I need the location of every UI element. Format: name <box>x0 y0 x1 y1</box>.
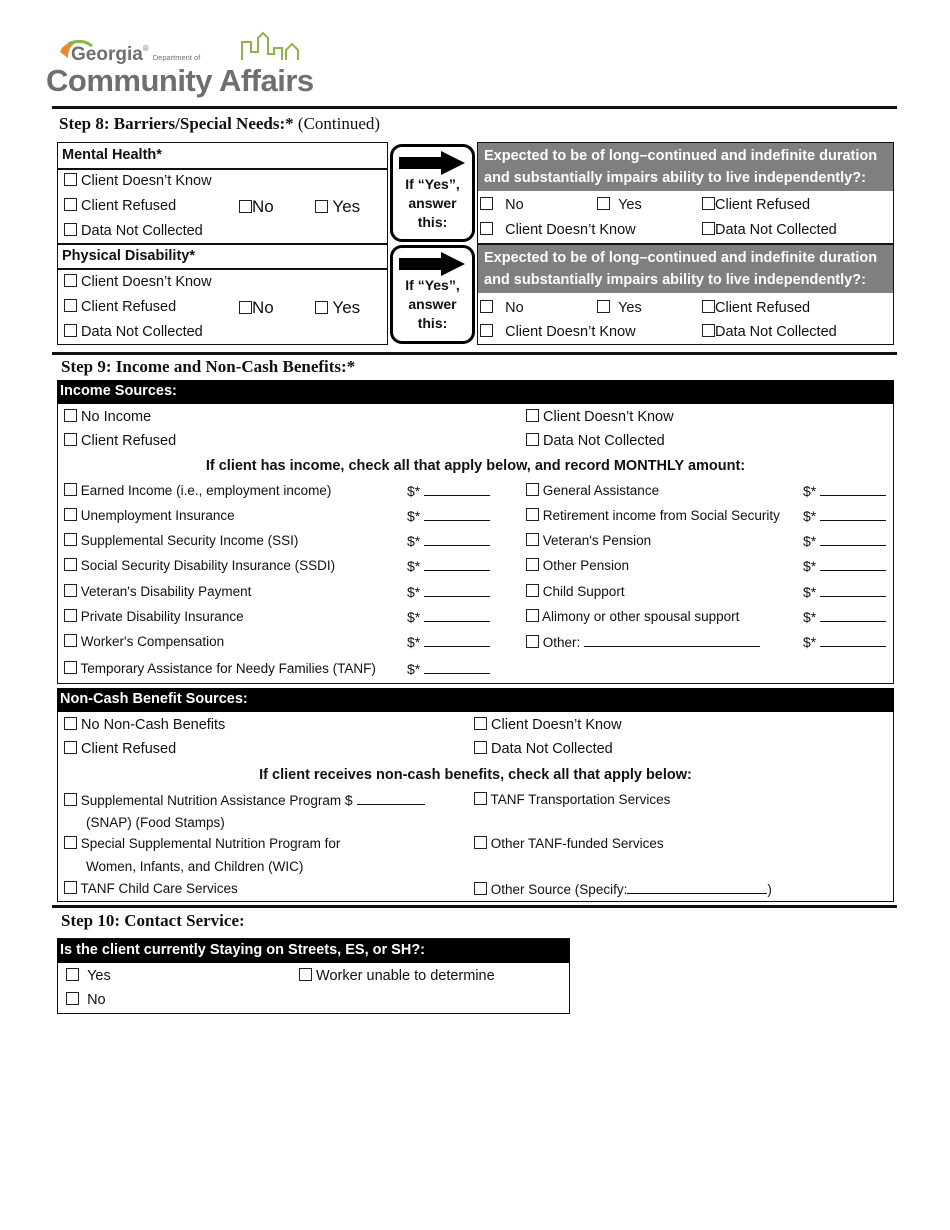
income-source-option[interactable] <box>526 508 780 523</box>
no-noncash-option[interactable] <box>64 717 225 733</box>
if-yes-line: this: <box>417 214 448 230</box>
checkbox[interactable] <box>526 483 539 496</box>
mh-not-collected-option[interactable] <box>64 223 203 239</box>
if-yes-arrow-box <box>390 144 475 242</box>
mh-sub-no-option[interactable] <box>480 197 524 213</box>
income-source-option[interactable] <box>64 609 244 624</box>
checkbox[interactable] <box>526 609 539 622</box>
amount-line <box>820 609 886 622</box>
option-label: Private Disability Insurance <box>80 609 244 624</box>
option-label: Unemployment Insurance <box>80 508 235 523</box>
checkbox[interactable] <box>64 533 77 546</box>
option-label: Client Doesn’t Know <box>81 173 212 189</box>
dollar-sign: $* <box>407 508 421 524</box>
checkbox[interactable] <box>64 584 77 597</box>
amount-line <box>424 584 490 597</box>
checkbox[interactable] <box>64 609 77 622</box>
snap-amount[interactable] <box>345 792 425 808</box>
right-arrow-icon <box>399 252 467 276</box>
specify-line[interactable] <box>627 881 767 894</box>
section-rule <box>52 352 897 355</box>
income-source-option[interactable] <box>526 533 651 548</box>
contact-no-option[interactable] <box>66 992 106 1008</box>
noncash-not-collected-option[interactable] <box>474 741 613 757</box>
option-label: Data Not Collected <box>715 222 837 238</box>
option-label: Data Not Collected <box>715 324 837 340</box>
divider <box>57 243 388 245</box>
option-label: Client Doesn’t Know <box>491 717 622 733</box>
checkbox[interactable] <box>64 409 77 422</box>
dollar-sign: $* <box>407 584 421 600</box>
mh-duration-question: Expected to be of long–continued and indefinite duration and substantially impairs ability to live independently?: <box>478 143 893 191</box>
option-label: Social Security Disability Insurance (SSDI) <box>80 558 336 573</box>
amount-line <box>424 558 490 571</box>
option-label: Client Doesn’t Know <box>505 324 636 340</box>
monthly-amount-field[interactable] <box>407 609 490 625</box>
pd-sub-yes-option[interactable] <box>597 300 642 316</box>
income-header: Income Sources: <box>57 380 894 404</box>
option-label: Earned Income (i.e., employment income) <box>80 483 332 498</box>
monthly-amount-field[interactable] <box>803 508 886 524</box>
contact-question: Is the client currently Staying on Streets, ES, or SH?: <box>57 939 570 963</box>
income-refused-option[interactable] <box>64 433 176 449</box>
dollar-sign: $* <box>803 508 817 524</box>
amount-line <box>424 533 490 546</box>
checkbox[interactable] <box>66 968 79 981</box>
option-label: Client Doesn’t Know <box>505 222 636 238</box>
snap-option[interactable] <box>64 792 425 808</box>
checkbox[interactable] <box>474 741 487 754</box>
step9-title: Step 9: Income and Non-Cash Benefits:* <box>61 357 356 376</box>
income-source-option[interactable] <box>64 634 224 649</box>
dollar-sign: $* <box>407 533 421 549</box>
checkbox[interactable] <box>64 558 77 571</box>
amount-line <box>357 792 425 805</box>
if-yes-line: this: <box>417 315 448 331</box>
checkbox[interactable] <box>64 299 77 312</box>
option-label: Client Refused <box>81 433 177 449</box>
dollar-sign: $* <box>407 661 421 677</box>
checkbox[interactable] <box>64 741 77 754</box>
option-label: No <box>87 992 106 1008</box>
dollar-sign: $* <box>407 634 421 650</box>
divider <box>57 168 388 170</box>
checkbox[interactable] <box>239 301 252 314</box>
checkbox[interactable] <box>64 634 77 647</box>
checkbox[interactable] <box>526 533 539 546</box>
dollar-sign: $* <box>803 634 817 650</box>
option-label: No <box>252 298 274 317</box>
option-label: Client Refused <box>81 198 177 214</box>
checkbox[interactable] <box>526 558 539 571</box>
amount-line <box>820 634 886 647</box>
amount-line <box>424 661 490 674</box>
physical-disability-label: Physical Disability* <box>62 248 195 264</box>
checkbox[interactable] <box>526 433 539 446</box>
checkbox[interactable] <box>702 197 715 210</box>
other-tanf-option[interactable] <box>474 836 664 851</box>
pd-duration-question: Expected to be of long–continued and indefinite duration and substantially impairs ability to live independently?: <box>478 245 893 293</box>
snap-label-line2: (SNAP) (Food Stamps) <box>86 815 225 830</box>
checkbox[interactable] <box>474 836 487 849</box>
if-yes-line: If “Yes”, <box>405 176 460 192</box>
mental-health-label: Mental Health* <box>62 147 162 163</box>
checkbox[interactable] <box>315 200 328 213</box>
income-source-option[interactable] <box>64 558 335 573</box>
option-label: Client Refused <box>81 741 177 757</box>
option-label: TANF Transportation Services <box>490 792 671 807</box>
step8-continued: (Continued) <box>297 114 381 133</box>
checkbox[interactable] <box>64 198 77 211</box>
option-label: Client Doesn’t Know <box>81 274 212 290</box>
wic-label-line2: Women, Infants, and Children (WIC) <box>86 859 304 874</box>
checkbox[interactable] <box>64 274 77 287</box>
checkbox[interactable] <box>64 324 77 337</box>
option-label: No <box>252 197 274 216</box>
income-source-option[interactable] <box>526 609 739 624</box>
checkbox[interactable] <box>702 324 715 337</box>
if-yes-line: answer <box>408 195 457 211</box>
no-income-option[interactable] <box>64 409 151 425</box>
option-label: Child Support <box>542 584 625 599</box>
amount-line <box>820 483 886 496</box>
option-label: Client Refused <box>81 299 177 315</box>
option-label: TANF Child Care Services <box>80 881 238 896</box>
checkbox[interactable] <box>64 793 77 806</box>
pd-sub-no-option[interactable] <box>480 300 524 316</box>
checkbox[interactable] <box>474 792 487 805</box>
checkbox[interactable] <box>526 508 539 521</box>
checkbox[interactable] <box>480 197 493 210</box>
dollar-sign: $ <box>344 792 353 808</box>
checkbox[interactable] <box>702 222 715 235</box>
checkbox[interactable] <box>64 508 77 521</box>
checkbox[interactable] <box>480 300 493 313</box>
option-label: Data Not Collected <box>81 324 203 340</box>
checkbox[interactable] <box>64 223 77 236</box>
pd-sub-not-collected-option[interactable] <box>702 324 837 340</box>
option-label: Yes <box>87 968 111 984</box>
option-label: Data Not Collected <box>81 223 203 239</box>
amount-line <box>820 558 886 571</box>
checkbox[interactable] <box>597 300 610 313</box>
option-label: General Assistance <box>542 483 660 498</box>
monthly-amount-field[interactable] <box>407 634 490 650</box>
checkbox[interactable] <box>526 409 539 422</box>
header-rule <box>52 106 897 109</box>
checkbox[interactable] <box>702 300 715 313</box>
option-label: No Income <box>81 409 152 425</box>
option-label: Yes <box>618 197 642 213</box>
monthly-amount-field[interactable] <box>407 533 490 549</box>
option-label: Yes <box>332 197 361 216</box>
mh-sub-not-collected-option[interactable] <box>702 222 837 238</box>
option-label: Data Not Collected <box>491 741 613 757</box>
if-yes-line: answer <box>408 296 457 312</box>
amount-line <box>820 508 886 521</box>
pd-yes-option[interactable] <box>315 298 360 318</box>
pd-dont-know-option[interactable] <box>64 274 212 290</box>
right-arrow-icon <box>399 151 467 175</box>
option-label: Veteran's Pension <box>542 533 652 548</box>
option-label: Client Doesn’t Know <box>543 409 674 425</box>
checkbox[interactable] <box>480 324 493 337</box>
pd-sub-refused-option[interactable] <box>702 300 810 316</box>
monthly-amount-field[interactable] <box>803 609 886 625</box>
mh-yes-option[interactable] <box>315 197 360 217</box>
option-label: No Non-Cash Benefits <box>81 717 226 733</box>
option-label: Other: <box>542 635 585 650</box>
option-label: Worker's Compensation <box>80 634 225 649</box>
dollar-sign: $* <box>803 483 817 499</box>
dollar-sign: $* <box>407 609 421 625</box>
income-source-option[interactable] <box>64 661 376 676</box>
option-label: Temporary Assistance for Needy Families (TANF) <box>80 661 376 676</box>
income-source-option[interactable] <box>64 508 235 523</box>
checkbox[interactable] <box>64 661 77 674</box>
step8-title: Step 8: Barriers/Special Needs:* <box>59 114 294 133</box>
if-yes-line: If “Yes”, <box>405 277 460 293</box>
mh-sub-yes-option[interactable] <box>597 197 642 213</box>
wic-option[interactable] <box>64 836 340 851</box>
checkbox[interactable] <box>597 197 610 210</box>
section-rule <box>52 905 897 908</box>
dollar-sign: $* <box>803 609 817 625</box>
monthly-amount-field[interactable] <box>407 558 490 574</box>
option-label: Worker unable to determine <box>316 968 495 984</box>
monthly-amount-field[interactable] <box>803 584 886 600</box>
noncash-header: Non-Cash Benefit Sources: <box>57 688 894 712</box>
dollar-sign: $* <box>407 483 421 499</box>
income-source-option[interactable] <box>64 584 251 599</box>
income-source-option[interactable] <box>526 634 760 650</box>
amount-line <box>424 609 490 622</box>
checkbox[interactable] <box>64 483 77 496</box>
option-label: Client Refused <box>715 300 811 316</box>
checkbox[interactable] <box>64 881 77 894</box>
monthly-amount-field[interactable] <box>407 661 490 677</box>
option-label: No <box>505 197 524 213</box>
step10-title: Step 10: Contact Service: <box>61 911 245 930</box>
pd-not-collected-option[interactable] <box>64 324 203 340</box>
dollar-sign: $* <box>407 558 421 574</box>
income-instruction: If client has income, check all that apply below, and record MONTHLY amount: <box>205 458 746 474</box>
option-label: Yes <box>332 298 361 317</box>
checkbox[interactable] <box>64 433 77 446</box>
mh-refused-option[interactable] <box>64 198 176 214</box>
checkbox[interactable] <box>315 301 328 314</box>
amount-line <box>820 584 886 597</box>
logo-agency: Community Affairs <box>46 63 314 98</box>
tanf-child-care-option[interactable] <box>64 881 238 896</box>
monthly-amount-field[interactable] <box>803 634 886 650</box>
agency-logo <box>46 30 316 102</box>
amount-line <box>424 634 490 647</box>
option-label: Supplemental Nutrition Assistance Program <box>80 793 342 808</box>
pd-no-option[interactable] <box>239 298 274 318</box>
checkbox[interactable] <box>66 992 79 1005</box>
income-dont-know-option[interactable] <box>526 409 674 425</box>
monthly-amount-field[interactable] <box>407 584 490 600</box>
checkbox[interactable] <box>64 717 77 730</box>
pd-sub-dont-know-option[interactable] <box>480 324 636 340</box>
checkbox[interactable] <box>64 173 77 186</box>
checkbox[interactable] <box>299 968 312 981</box>
monthly-amount-field[interactable] <box>407 508 490 524</box>
amount-line <box>820 533 886 546</box>
other-source-option[interactable] <box>474 881 772 897</box>
income-not-collected-option[interactable] <box>526 433 665 449</box>
if-yes-arrow-box <box>390 245 475 344</box>
noncash-refused-option[interactable] <box>64 741 176 757</box>
income-source-option[interactable] <box>64 533 298 548</box>
worker-unable-option[interactable] <box>299 968 495 984</box>
dollar-sign: $* <box>803 558 817 574</box>
monthly-amount-field[interactable] <box>803 483 886 499</box>
other-specify-line[interactable] <box>584 634 760 647</box>
contact-yes-option[interactable] <box>66 968 111 984</box>
income-source-option[interactable] <box>526 558 629 573</box>
checkbox[interactable] <box>64 836 77 849</box>
income-source-option[interactable] <box>64 483 331 498</box>
noncash-instruction: If client receives non-cash benefits, check all that apply below: <box>259 767 692 783</box>
mh-sub-refused-option[interactable] <box>702 197 810 213</box>
monthly-amount-field[interactable] <box>803 558 886 574</box>
checkbox[interactable] <box>480 222 493 235</box>
option-label: Other TANF-funded Services <box>490 836 664 851</box>
logo-georgia: Georgia <box>71 44 143 65</box>
option-label: Other Source (Specify: <box>490 882 628 897</box>
tanf-transport-option[interactable] <box>474 792 670 807</box>
monthly-amount-field[interactable] <box>407 483 490 499</box>
mh-sub-dont-know-option[interactable] <box>480 222 636 238</box>
monthly-amount-field[interactable] <box>803 533 886 549</box>
checkbox[interactable] <box>526 635 539 648</box>
option-label: Data Not Collected <box>543 433 665 449</box>
option-label: Alimony or other spousal support <box>542 609 740 624</box>
dollar-sign: $* <box>803 533 817 549</box>
option-label: Retirement income from Social Security <box>542 508 780 523</box>
option-label: Client Refused <box>715 197 811 213</box>
income-source-option[interactable] <box>526 483 659 498</box>
divider <box>57 268 388 270</box>
checkbox[interactable] <box>474 717 487 730</box>
income-source-option[interactable] <box>526 584 625 599</box>
option-label: Supplemental Security Income (SSI) <box>80 533 299 548</box>
logo-dept-of: Department of <box>152 53 201 62</box>
option-label: Veteran's Disability Payment <box>80 584 252 599</box>
option-label: No <box>505 300 524 316</box>
dollar-sign: $* <box>803 584 817 600</box>
mh-no-option[interactable] <box>239 197 274 217</box>
logo-reg: ® <box>142 44 149 53</box>
noncash-dont-know-option[interactable] <box>474 717 622 733</box>
option-label: Special Supplemental Nutrition Program for <box>80 836 341 851</box>
checkbox[interactable] <box>239 200 252 213</box>
close-paren: ) <box>767 882 772 897</box>
checkbox[interactable] <box>526 584 539 597</box>
amount-line <box>424 508 490 521</box>
mh-dont-know-option[interactable] <box>64 173 212 189</box>
option-label: Yes <box>618 300 642 316</box>
option-label: Other Pension <box>542 558 630 573</box>
amount-line <box>424 483 490 496</box>
checkbox[interactable] <box>474 882 487 895</box>
pd-refused-option[interactable] <box>64 299 176 315</box>
step8-heading <box>59 114 380 134</box>
